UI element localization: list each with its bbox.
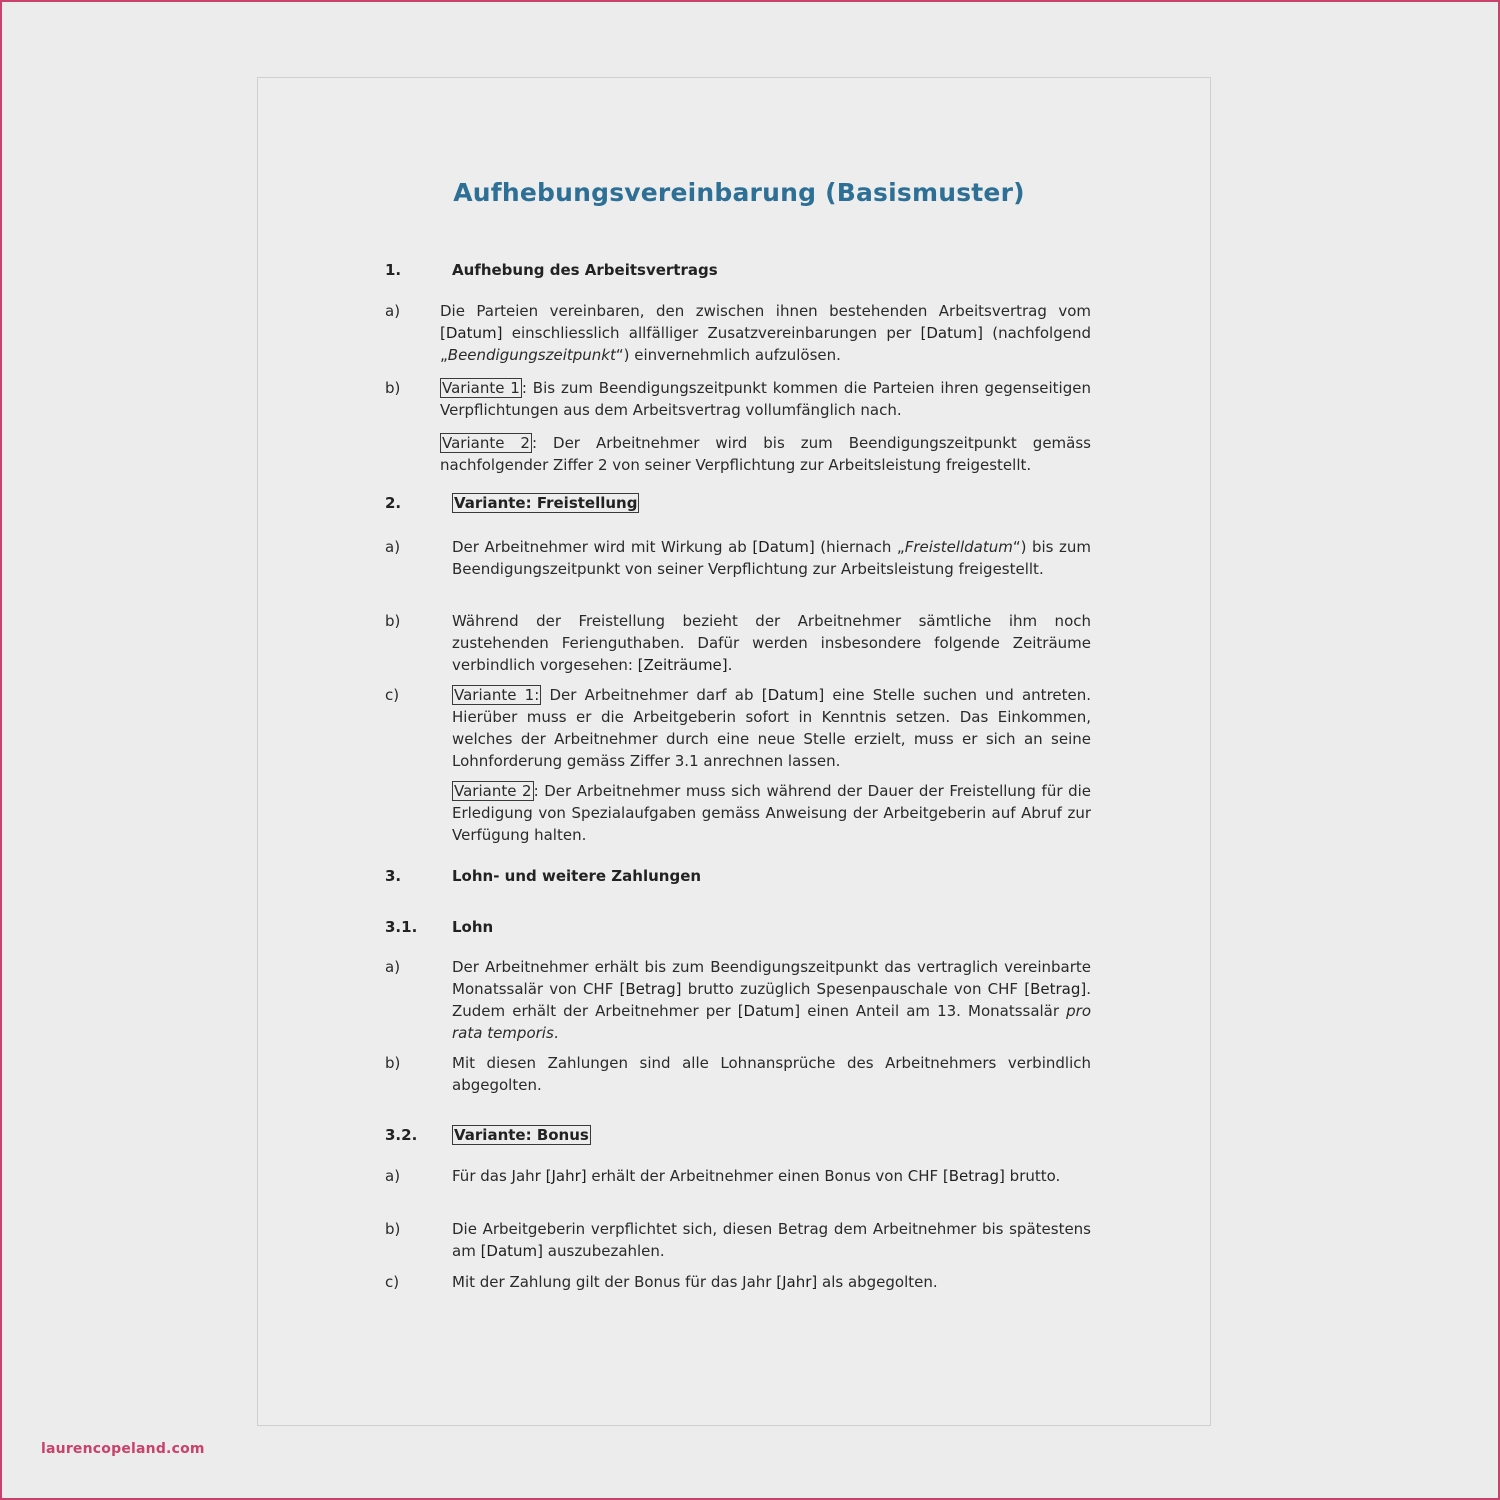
placeholder: [Datum] (752, 538, 815, 556)
section-3-1-heading (385, 918, 493, 936)
placeholder: [Betrag] (942, 1167, 1005, 1185)
section-3-heading (385, 867, 701, 885)
paragraph-3-2a: Für das Jahr [Jahr] erhält der Arbeitnehmer einen Bonus von CHF [Betrag] brutto. (452, 1167, 1061, 1185)
placeholder: [Datum] (737, 1002, 801, 1020)
item-label: b) (385, 612, 401, 630)
placeholder: [Betrag] (1024, 980, 1087, 998)
variant-box: Variante 2 (442, 434, 530, 452)
section-number: 3.2. (385, 1126, 418, 1144)
variant-box: Variante 1 (442, 379, 520, 397)
section-3-2-heading (385, 1126, 591, 1144)
placeholder: [Zeiträume] (637, 656, 728, 674)
placeholder: [Datum] (480, 1242, 544, 1260)
item-label: a) (385, 1167, 401, 1185)
item-label: b) (385, 1054, 401, 1072)
section-number: 1. (385, 261, 402, 279)
section-number: 2. (385, 494, 402, 512)
placeholder: [Datum] (440, 324, 503, 342)
paragraph-3-2c: Mit der Zahlung gilt der Bonus für das Jahr [Jahr] als abgegolten. (452, 1273, 938, 1291)
paragraph-2c-variant-2: Variante 2 : Der Arbeitnehmer muss sich während der Dauer der Freistellung für die Erledigung von Spezialaufgaben gemäss Anweisung der Arbeitgeberin auf Abruf zur Verfügung halten. (452, 782, 1092, 844)
placeholder: [Jahr] (776, 1273, 818, 1291)
item-label: c) (385, 686, 400, 704)
paragraph-2c-variant-1: Variante 1: Der Arbeitnehmer darf ab [Datum] eine Stelle suchen und antreten. Hierüber muss er die Arbeitgeberin sofort in Kenntnis setzen. Das Einkommen, welches der Arbeitnehmer durch eine neue Stelle erzielt, muss er sich an seine Lohnforderung gemäss Ziffer 3.1 anrechnen lassen. (452, 686, 1092, 770)
item-label: b) (385, 379, 401, 397)
section-title: Variante: Freistellung (454, 494, 638, 512)
item-label: c) (385, 1273, 400, 1291)
item-label: a) (385, 958, 401, 976)
placeholder: [Datum] (761, 686, 825, 704)
section-title: Aufhebung des Arbeitsvertrags (452, 261, 718, 279)
section-2-heading (385, 494, 639, 512)
placeholder: [Datum] (920, 324, 983, 342)
section-number: 3.1. (385, 918, 418, 936)
paragraph-1a: Die Parteien vereinbaren, den zwischen ihnen bestehenden Arbeitsvertrag vom [Datum] einschliesslich allfälliger Zusatzvereinbarungen per [Datum] (nachfolgend „Beendigungszeitpunkt“) einvernehmlich aufzulösen. (440, 302, 1091, 364)
section-number: 3. (385, 867, 402, 885)
item-label: b) (385, 1220, 401, 1238)
watermark: laurencopeland.com (41, 1441, 205, 1457)
paragraph-3-2b: Die Arbeitgeberin verpflichtet sich, diesen Betrag dem Arbeitnehmer bis spätestens am [Datum] auszubezahlen. (452, 1220, 1091, 1260)
paragraph-2b: Während der Freistellung bezieht der Arbeitnehmer sämtliche ihm noch zustehenden Ferienguthaben. Dafür werden insbesondere folgende Zeiträume verbindlich vorgesehen: [Zeiträume]. (452, 612, 1091, 674)
item-label: a) (385, 302, 401, 320)
placeholder: [Betrag] (619, 980, 682, 998)
section-title: Lohn (452, 918, 494, 936)
variant-box: Variante 2 (454, 782, 532, 800)
section-1-heading (385, 261, 718, 279)
paragraph-3-1a: Der Arbeitnehmer erhält bis zum Beendigungszeitpunkt das vertraglich vereinbarte Monatssalär von CHF [Betrag] brutto zuzüglich Spesenpauschale von CHF [Betrag]. Zudem erhält der Arbeitnehmer per [Datum] einen Anteil am 13. Monatssalär pro rata temporis. (452, 958, 1091, 1042)
section-title: Variante: Bonus (454, 1126, 589, 1144)
paragraph-1b-variant-2: Variante 2 : Der Arbeitnehmer wird bis zum Beendigungszeitpunkt gemäss nachfolgender Ziffer 2 von seiner Verpflichtung zur Arbeitsleistung freigestellt. (440, 434, 1091, 474)
section-title: Lohn- und weitere Zahlungen (452, 867, 702, 885)
paragraph-1b-variant-1: Variante 1 : Bis zum Beendigungszeitpunkt kommen die Parteien ihren gegenseitigen Verpflichtungen aus dem Arbeitsvertrag vollumfänglich nach. (440, 379, 1091, 419)
variant-box: Variante 1: (454, 686, 540, 704)
paragraph-3-1b: Mit diesen Zahlungen sind alle Lohnansprüche des Arbeitnehmers verbindlich abgegolten. (452, 1054, 1091, 1094)
placeholder: [Jahr] (545, 1167, 587, 1185)
item-label: a) (385, 538, 401, 556)
document-title: Aufhebungsvereinbarung (Basismuster) (453, 178, 1025, 207)
paragraph-2a: Der Arbeitnehmer wird mit Wirkung ab [Datum] (hiernach „Freistelldatum“) bis zum Beendigungszeitpunkt von seiner Verpflichtung zur Arbeitsleistung freigestellt. (452, 538, 1091, 578)
